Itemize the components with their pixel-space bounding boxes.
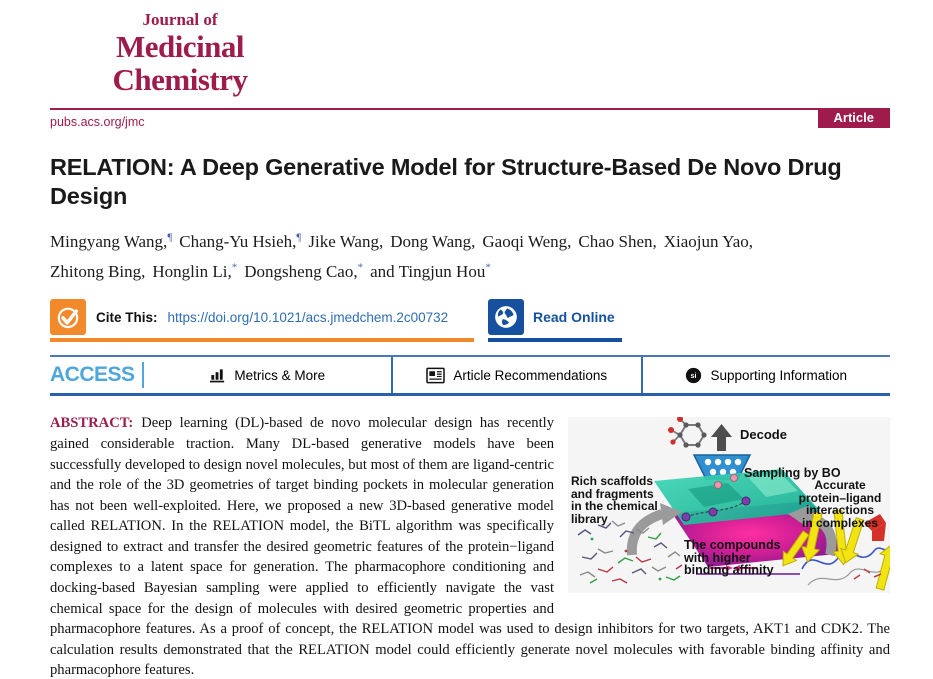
access-items: [144, 357, 890, 393]
metrics-and-more-link[interactable]: [144, 357, 391, 393]
metrics-and-more-label: Metrics & More: [234, 367, 326, 383]
article-recommendations-icon: [426, 367, 445, 384]
cite-row: [50, 299, 890, 342]
read-online-label: Read Online: [533, 309, 615, 326]
compounds-caption: The compounds with higher binding affinity: [684, 538, 781, 578]
author: Dong Wang,: [390, 231, 476, 251]
author: Dongsheng Cao,*: [244, 261, 364, 282]
graphical-abstract-figure: [568, 417, 890, 593]
divider-rule: [50, 393, 890, 396]
abstract-section: [50, 413, 890, 679]
cite-this-block[interactable]: [50, 299, 474, 342]
abstract-body-text: Deep learning (DL)-based de novo molecular design has recently gained considerable traction. Many DL-based generative models have been successfully developed to design novel molecules, but most of them are ligand-centric and the role of the 3D geometries of target binding pockets in molecular generation has not been well-exploited. Here, we proposed a new 3D-based generative model called RELATION. In the RELATION model, the BiTL algorithm was specifically designed to extract and transfer the desired geometric features of the protein−ligand complexes to a latent space for generation. The pharmacophore conditioning and docking-based Bayesian sampling were applied to efficiently navigate the vast chemical space for the design of molecules with desired geometric properties and pharmacophore features. As a proof of concept, the RELATION model was used to design inhibitors for two targets, AKT1 and CDK2. The calculation results demonstrated that the RELATION model could efficiently generate novel molecules with favorable binding affinity and pharmacophore features.: [50, 415, 890, 679]
supporting-information-label: Supporting Information: [710, 367, 848, 383]
article-recommendations-link[interactable]: [391, 357, 640, 393]
sampling-caption: Sampling by BO: [744, 466, 841, 481]
corresponding-author-mark: *: [485, 261, 491, 274]
author-affiliation-mark: ¶: [167, 231, 173, 243]
svg-text:si: si: [690, 371, 697, 381]
journal-site-link[interactable]: pubs.acs.org/jmc: [50, 115, 145, 129]
author: Xiaojun Yao,: [663, 231, 754, 251]
cite-this-label: Cite This:: [96, 309, 158, 325]
si-circle-icon: [685, 367, 702, 384]
author-list: [50, 224, 890, 285]
cite-check-icon: [50, 299, 86, 335]
journal-logo-name-line2: Chemistry: [112, 62, 248, 97]
author: Jike Wang,: [308, 231, 384, 251]
decode-arrow-icon: [711, 424, 732, 451]
author: Mingyang Wang,¶: [50, 231, 173, 251]
article-title: RELATION: A Deep Generative Model for Structure-Based De Novo Drug Design: [50, 154, 842, 209]
decode-caption: Decode: [740, 427, 787, 443]
globe-icon: [488, 299, 524, 335]
author: Honglin Li,*: [152, 261, 238, 282]
doi-link[interactable]: https://doi.org/10.1021/acs.jmedchem.2c00732: [167, 309, 449, 325]
supporting-information-link[interactable]: [641, 357, 890, 393]
journal-logo: [80, 10, 280, 96]
bar-chart-icon: [209, 367, 226, 384]
corresponding-author-mark: *: [231, 261, 238, 274]
journal-logo-prefix: Journal of: [142, 10, 218, 29]
decoded-molecule-icon: [668, 417, 707, 448]
access-label[interactable]: ACCESS: [50, 363, 135, 387]
access-bar: [50, 357, 890, 393]
author: Chao Shen,: [578, 231, 657, 251]
article-type-badge: Article: [818, 108, 890, 128]
read-online-button[interactable]: [488, 299, 622, 342]
interactions-caption: Accurate protein–ligand interactions in complexes: [798, 478, 882, 530]
author: Zhitong Bing,: [50, 262, 146, 282]
library-caption: Rich scaffolds and fragments in the chemical library: [571, 474, 658, 526]
author-affiliation-mark: ¶: [296, 231, 302, 243]
abstract-label: ABSTRACT:: [50, 415, 134, 432]
article-recommendations-label: Article Recommendations: [453, 367, 608, 383]
journal-logo-name-line1: Medicinal: [115, 29, 245, 64]
corresponding-author-mark: *: [357, 261, 364, 274]
author: Gaoqi Weng,: [482, 231, 572, 251]
author: and Tingjun Hou*: [370, 261, 491, 282]
author: Chang-Yu Hsieh,¶: [179, 231, 302, 251]
